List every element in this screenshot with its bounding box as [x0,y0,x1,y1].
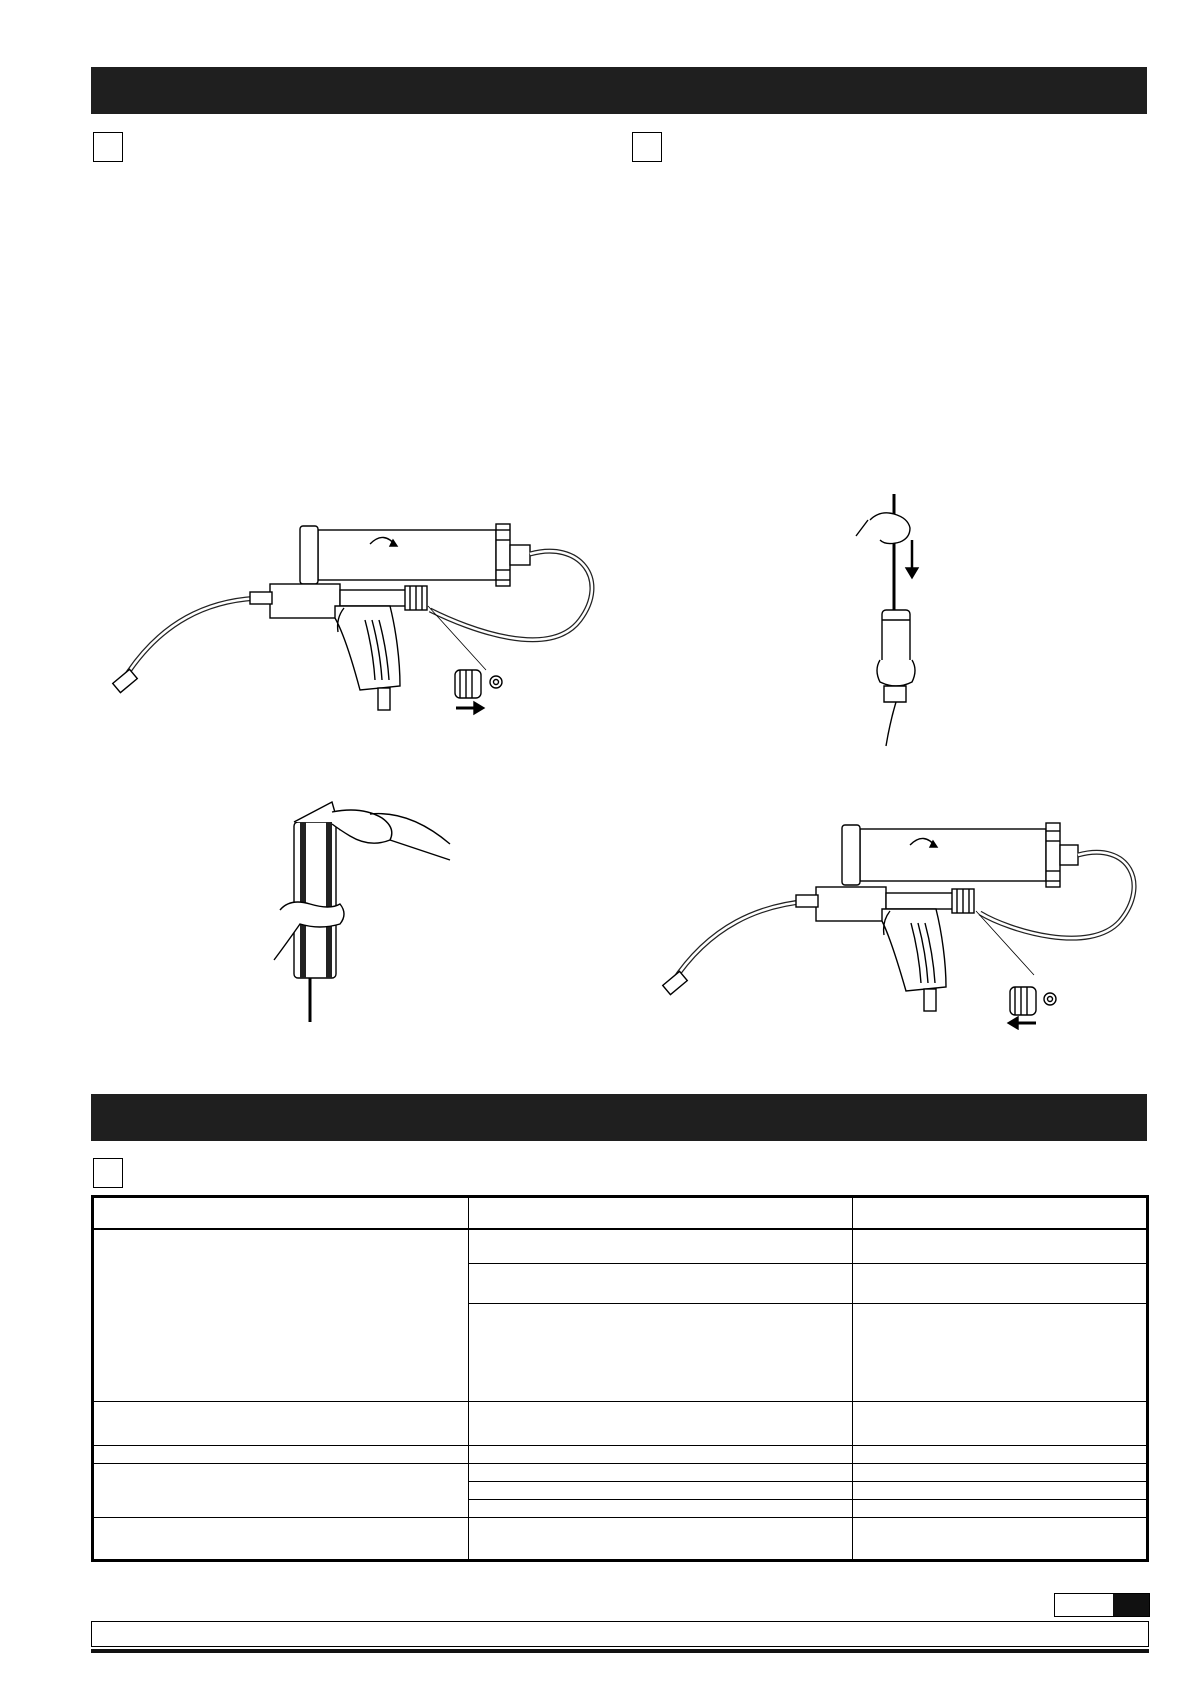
table-cell [469,1445,853,1463]
troubleshooting-table [91,1195,1149,1562]
figure-rod-pushed-into-barrel [850,490,970,750]
table-cell [853,1303,1147,1401]
table-cell [469,1463,853,1481]
table-cell [469,1229,853,1263]
table-row [94,1445,1147,1463]
table-row [94,1401,1147,1445]
table-row [94,1463,1147,1481]
section-header-bar-2 [91,1094,1147,1141]
table-cell [853,1499,1147,1517]
section-header-bar-1 [91,67,1147,114]
step-number-box-1 [93,132,123,162]
table-cell [853,1445,1147,1463]
table-cell [94,1229,469,1401]
page-number-box [1054,1593,1150,1617]
figure-grease-gun-cap-refitted [660,815,1140,1030]
table-cell [94,1517,469,1560]
step-number-box-3 [93,1158,123,1188]
table-cell [94,1463,469,1517]
table-cell [94,1445,469,1463]
header-cell-1 [94,1198,469,1230]
table-cell [469,1303,853,1401]
figure-cartridge-lid-peeled [260,800,470,1025]
table-cell [469,1499,853,1517]
table-cell [469,1517,853,1560]
step-number-box-2 [632,132,662,162]
table-cell [853,1229,1147,1263]
table-cell [94,1401,469,1445]
table-cell [853,1517,1147,1560]
table-cell [853,1263,1147,1303]
table-cell [853,1463,1147,1481]
page-number-fill [1113,1594,1149,1616]
footer-rule [91,1649,1149,1653]
figure-grease-gun-cap-removed [110,510,600,740]
footer-box [91,1621,1149,1647]
table-row [94,1229,1147,1263]
table-cell [469,1481,853,1499]
table-cell [853,1481,1147,1499]
header-cell-3 [853,1198,1147,1230]
table-cell [469,1401,853,1445]
table-cell [469,1263,853,1303]
header-cell-2 [469,1198,853,1230]
table-header-row [94,1198,1147,1230]
table-cell [853,1401,1147,1445]
table-row [94,1517,1147,1560]
